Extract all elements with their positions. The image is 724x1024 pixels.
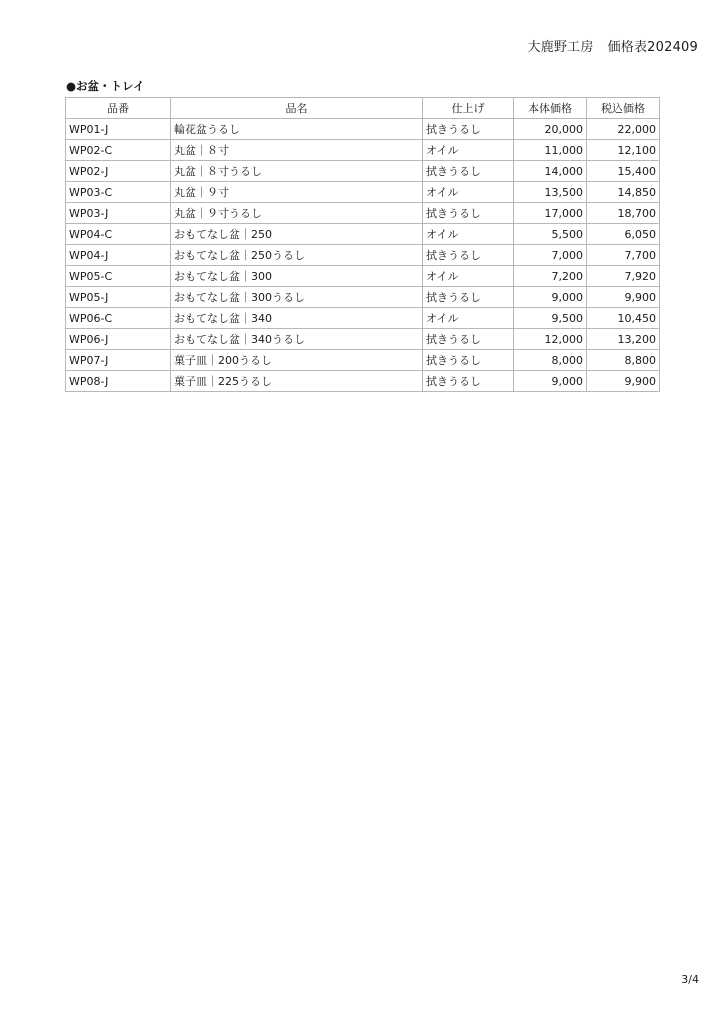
tax-included-price-cell: 9,900 [587, 287, 660, 308]
table-row [66, 224, 660, 245]
tax-included-price-cell: 13,200 [587, 329, 660, 350]
finish-cell: 拭きうるし [423, 329, 514, 350]
product-name-cell: 丸盆｜８寸 [171, 140, 423, 161]
table-header [66, 98, 660, 119]
base-price-cell: 8,000 [514, 350, 587, 371]
table-row [66, 140, 660, 161]
tax-included-price-cell: 18,700 [587, 203, 660, 224]
product-name-cell: おもてなし盆｜250うるし [171, 245, 423, 266]
finish-cell: 拭きうるし [423, 371, 514, 392]
finish-cell: オイル [423, 266, 514, 287]
product-name-cell: おもてなし盆｜340 [171, 308, 423, 329]
tax-included-price-cell: 9,900 [587, 371, 660, 392]
price-table [65, 97, 660, 392]
base-price-cell: 20,000 [514, 119, 587, 140]
product-name-cell: 菓子皿｜200うるし [171, 350, 423, 371]
product-name-cell: 丸盆｜９寸 [171, 182, 423, 203]
product-name-cell: おもてなし盆｜340うるし [171, 329, 423, 350]
finish-cell: オイル [423, 224, 514, 245]
column-header-tax-included-price: 税込価格 [587, 98, 660, 119]
tax-included-price-cell: 12,100 [587, 140, 660, 161]
table-row [66, 266, 660, 287]
column-header-base-price: 本体価格 [514, 98, 587, 119]
product-code-cell: WP03-C [66, 182, 171, 203]
table-row [66, 161, 660, 182]
base-price-cell: 12,000 [514, 329, 587, 350]
base-price-cell: 9,000 [514, 287, 587, 308]
table-row [66, 203, 660, 224]
table-body [66, 119, 660, 392]
product-code-cell: WP04-C [66, 224, 171, 245]
column-header-product-name: 品名 [171, 98, 423, 119]
tax-included-price-cell: 15,400 [587, 161, 660, 182]
base-price-cell: 7,200 [514, 266, 587, 287]
product-name-cell: 丸盆｜８寸うるし [171, 161, 423, 182]
product-code-cell: WP04-J [66, 245, 171, 266]
finish-cell: 拭きうるし [423, 245, 514, 266]
product-code-cell: WP03-J [66, 203, 171, 224]
finish-cell: オイル [423, 140, 514, 161]
section-title: ●お盆・トレイ [66, 79, 145, 93]
table-row [66, 308, 660, 329]
product-code-cell: WP06-C [66, 308, 171, 329]
product-code-cell: WP01-J [66, 119, 171, 140]
document-title: 価格表202409 [607, 40, 698, 55]
page-header [528, 36, 698, 55]
finish-cell: オイル [423, 308, 514, 329]
finish-cell: 拭きうるし [423, 119, 514, 140]
column-header-finish: 仕上げ [423, 98, 514, 119]
product-name-cell: おもてなし盆｜300うるし [171, 287, 423, 308]
table-row [66, 371, 660, 392]
base-price-cell: 9,000 [514, 371, 587, 392]
table-row [66, 119, 660, 140]
page-number: 3/4 [681, 973, 699, 986]
table-row [66, 350, 660, 371]
tax-included-price-cell: 7,700 [587, 245, 660, 266]
product-code-cell: WP06-J [66, 329, 171, 350]
base-price-cell: 9,500 [514, 308, 587, 329]
product-name-cell: 菓子皿｜225うるし [171, 371, 423, 392]
table-row [66, 287, 660, 308]
product-name-cell: おもてなし盆｜250 [171, 224, 423, 245]
product-name-cell: 丸盆｜９寸うるし [171, 203, 423, 224]
company-name: 大鹿野工房 [527, 40, 594, 55]
tax-included-price-cell: 6,050 [587, 224, 660, 245]
base-price-cell: 11,000 [514, 140, 587, 161]
tax-included-price-cell: 8,800 [587, 350, 660, 371]
product-code-cell: WP05-J [66, 287, 171, 308]
table-row [66, 245, 660, 266]
product-code-cell: WP02-J [66, 161, 171, 182]
tax-included-price-cell: 10,450 [587, 308, 660, 329]
base-price-cell: 5,500 [514, 224, 587, 245]
base-price-cell: 13,500 [514, 182, 587, 203]
tax-included-price-cell: 14,850 [587, 182, 660, 203]
tax-included-price-cell: 22,000 [587, 119, 660, 140]
product-code-cell: WP07-J [66, 350, 171, 371]
base-price-cell: 14,000 [514, 161, 587, 182]
finish-cell: 拭きうるし [423, 203, 514, 224]
tax-included-price-cell: 7,920 [587, 266, 660, 287]
column-header-product-code: 品番 [66, 98, 171, 119]
table-row [66, 182, 660, 203]
finish-cell: 拭きうるし [423, 161, 514, 182]
finish-cell: 拭きうるし [423, 287, 514, 308]
product-name-cell: おもてなし盆｜300 [171, 266, 423, 287]
product-code-cell: WP08-J [66, 371, 171, 392]
table-row [66, 329, 660, 350]
header-row [66, 98, 660, 119]
finish-cell: オイル [423, 182, 514, 203]
product-code-cell: WP05-C [66, 266, 171, 287]
product-code-cell: WP02-C [66, 140, 171, 161]
product-name-cell: 輪花盆うるし [171, 119, 423, 140]
base-price-cell: 17,000 [514, 203, 587, 224]
base-price-cell: 7,000 [514, 245, 587, 266]
finish-cell: 拭きうるし [423, 350, 514, 371]
